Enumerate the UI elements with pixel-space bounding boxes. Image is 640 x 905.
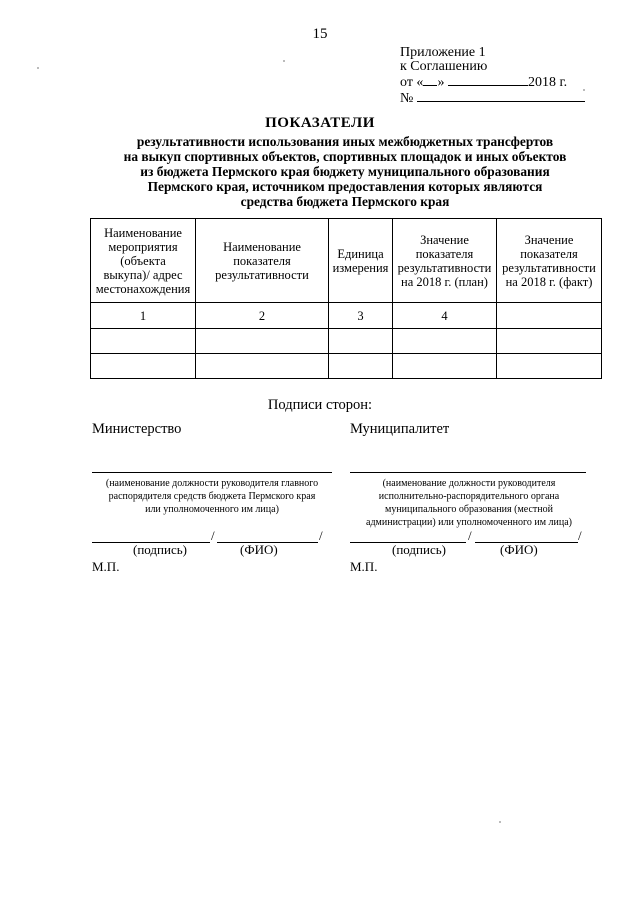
column-number: 1 [91, 303, 196, 329]
scan-speck [37, 67, 39, 69]
sign-label-left: (подпись) [133, 542, 187, 557]
table-header-row [91, 219, 602, 303]
header-cell-indicator: Наименование показателя результативности [196, 219, 329, 303]
number-blank [417, 90, 585, 102]
header-cell-fact: Значение показателя результативности на 2018 г. (факт) [497, 219, 602, 303]
subtitle-line: на выкуп спортивных объектов, спортивных площадок и иных объектов [123, 149, 567, 164]
header-cell-unit: Единица измерения [329, 219, 393, 303]
subtitle-line: результативности использования иных межбюджетных трансфертов [136, 134, 554, 149]
header-cell-plan: Значение показателя результативности на 2018 г. (план) [393, 219, 497, 303]
page-number: 15 [312, 26, 328, 42]
seal-right: М.П. [350, 559, 378, 574]
column-number [497, 303, 602, 329]
party-municipality: Муниципалитет [350, 421, 450, 437]
table-row [91, 354, 602, 379]
table-cell [196, 329, 329, 354]
subtitle-line: средства бюджета Пермского края [240, 194, 450, 209]
table-cell [497, 329, 602, 354]
number-label: № [400, 91, 414, 106]
table-cell [329, 329, 393, 354]
month-blank [448, 74, 528, 86]
column-number: 4 [393, 303, 497, 329]
appendix-block [400, 46, 585, 106]
slash-right: / [468, 528, 472, 543]
header-cell-event: Наименование мероприятия (объекта выкупа)/ адрес местонахождения [91, 219, 196, 303]
table-cell [393, 329, 497, 354]
column-number: 2 [196, 303, 329, 329]
scan-speck [283, 60, 285, 62]
column-number: 3 [329, 303, 393, 329]
day-blank [423, 74, 437, 86]
sign-label-right: (подпись) [392, 542, 446, 557]
slash-left: / [211, 528, 215, 543]
seal-left: М.П. [92, 559, 120, 574]
slash-left-end: / [319, 528, 323, 543]
date-prefix: от « [400, 75, 424, 90]
document-subtitle [60, 134, 630, 209]
fio-label-left: (ФИО) [240, 542, 278, 557]
party-ministry: Министерство [92, 421, 182, 437]
subtitle-line: из бюджета Пермского края бюджету муниципального образования [140, 164, 550, 179]
table-cell [329, 354, 393, 379]
date-mid: » [437, 75, 445, 90]
position-line-right [350, 472, 586, 473]
appendix-date-line [400, 74, 585, 90]
indicators-table [90, 218, 602, 379]
position-note-left: (наименование должности руководителя главного распорядителя средств бюджета Пермского края или уполномоченного им лица) [105, 478, 319, 515]
subtitle-line: Пермского края, источником предоставления которых являются [147, 179, 543, 194]
scan-speck [499, 821, 501, 823]
document-title: ПОКАЗАТЕЛИ [265, 115, 375, 131]
appendix-agreement-ref: к Соглашению [400, 59, 488, 74]
table-number-row [91, 303, 602, 329]
table-row [91, 329, 602, 354]
table-cell [196, 354, 329, 379]
table-cell [91, 354, 196, 379]
appendix-title: Приложение 1 [400, 45, 486, 60]
table-cell [497, 354, 602, 379]
position-line-left [92, 472, 332, 473]
appendix-number-line [400, 90, 585, 106]
fio-label-right: (ФИО) [500, 542, 538, 557]
table-cell [393, 354, 497, 379]
date-year: 2018 г. [527, 75, 568, 90]
scan-speck [583, 89, 585, 91]
table-cell [91, 329, 196, 354]
position-note-right: (наименование должности руководителя исполнительно-распорядительного органа муниципального образования (местной администрации) или уполномоченного им лица) [366, 478, 572, 528]
signatures-heading: Подписи сторон: [267, 397, 373, 413]
slash-right-end: / [578, 528, 582, 543]
